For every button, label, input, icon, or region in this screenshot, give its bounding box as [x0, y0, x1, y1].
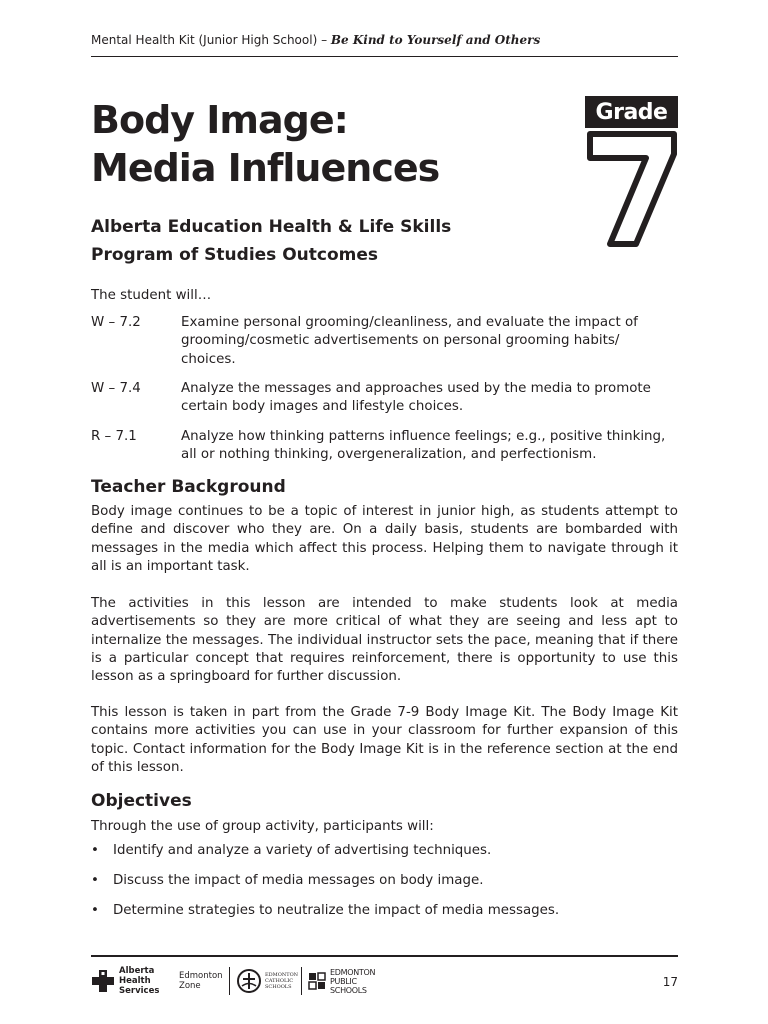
kit-theme: Be Kind to Yourself and Others — [330, 33, 541, 47]
outcome-row — [91, 380, 678, 417]
ahs-name-line-2: Services — [119, 986, 160, 996]
zone-line-1: Edmonton — [179, 971, 223, 981]
ahs-cross-icon — [91, 969, 115, 993]
ahs-name-line-1: Alberta Health — [119, 966, 155, 986]
outcome-text: Analyze how thinking patterns influence feelings; e.g., positive thinking, all or nothing thinking, overgeneralization, and perfectionism. — [181, 429, 666, 463]
objective-text: Determine strategies to neutralize the impact of media messages. — [113, 903, 560, 918]
subtitle-line-2: Program of Studies Outcomes — [91, 245, 379, 265]
ecs-line-3: SCHOOLS — [265, 984, 292, 990]
edmonton-catholic-schools-logo — [236, 968, 299, 994]
objective-text: Identify and analyze a variety of advertising techniques. — [113, 843, 492, 858]
footer-rule — [91, 955, 678, 957]
eps-line-2: PUBLIC — [330, 976, 357, 986]
page-number: 17 — [662, 975, 678, 989]
list-item — [91, 872, 678, 902]
eps-line-1: EDMONTON — [330, 967, 376, 977]
eps-mark-icon — [308, 972, 326, 990]
ecs-line-1: EDMONTON — [265, 972, 299, 978]
background-paragraph: This lesson is taken in part from the Grade 7-9 Body Image Kit. The Body Image Kit contains more activities you can use in your classroom for further expansion of this topic. Contact information for the Body Image Kit is in the reference section at the end of this lesson. — [91, 705, 678, 775]
outcomes-subtitle — [91, 213, 561, 269]
title-line-2: Media Influences — [91, 146, 440, 190]
zone-line-2: Zone — [179, 981, 201, 991]
logo-divider — [229, 967, 230, 995]
running-header — [91, 33, 678, 47]
bullet-marker: • — [91, 843, 99, 858]
grade-label: Grade — [585, 96, 678, 128]
background-paragraph: Body image continues to be a topic of interest in junior high, as students attempt to define and discover who they are. On a daily basis, students are bombarded with messages in the media which affect this process. Helping them to navigate through it all is an important task. — [91, 504, 678, 574]
teacher-background-heading: Teacher Background — [91, 477, 286, 497]
objectives-heading: Objectives — [91, 791, 192, 811]
outcome-row — [91, 314, 678, 369]
edmonton-public-schools-logo — [308, 968, 390, 995]
outcome-text: Analyze the messages and approaches used by the media to promote certain body images and lifestyle choices. — [181, 381, 651, 415]
list-item — [91, 842, 678, 872]
outcome-code: R – 7.1 — [91, 429, 137, 444]
eps-line-3: SCHOOLS — [330, 985, 367, 995]
kit-title: Mental Health Kit (Junior High School) – — [91, 33, 331, 47]
outcome-code: W – 7.2 — [91, 315, 141, 330]
bullet-marker: • — [91, 873, 99, 888]
objective-text: Discuss the impact of media messages on body image. — [113, 873, 484, 888]
objectives-intro: Through the use of group activity, participants will: — [91, 819, 434, 834]
title-line-1: Body Image: — [91, 98, 348, 142]
outcome-row — [91, 428, 678, 465]
page-title — [91, 96, 561, 192]
objectives-list — [91, 842, 678, 932]
list-item — [91, 902, 678, 932]
student-will-intro: The student will… — [91, 288, 212, 303]
outcome-text: Examine personal grooming/cleanliness, and evaluate the impact of grooming/cosmetic advertisements on personal grooming habits/ choices. — [181, 315, 638, 367]
ecs-line-2: CATHOLIC — [265, 978, 294, 984]
background-paragraph: The activities in this lesson are intended to make students look at media advertisements so they are more critical of what they are seeing and less apt to internalize the messages. The individual instructor sets the pace, meaning that if there is a particular concept that requires reinforcement, there is opportunity to use this lesson as a springboard for further discussion. — [91, 596, 678, 685]
footer-logos — [91, 965, 390, 997]
ecs-crest-icon — [236, 968, 262, 994]
alberta-health-services-logo — [91, 966, 223, 996]
bullet-marker: • — [91, 903, 99, 918]
outcome-code: W – 7.4 — [91, 381, 141, 396]
header-rule — [91, 56, 678, 57]
logo-divider — [301, 967, 302, 995]
grade-number-seven — [584, 128, 680, 250]
subtitle-line-1: Alberta Education Health & Life Skills — [91, 217, 452, 237]
